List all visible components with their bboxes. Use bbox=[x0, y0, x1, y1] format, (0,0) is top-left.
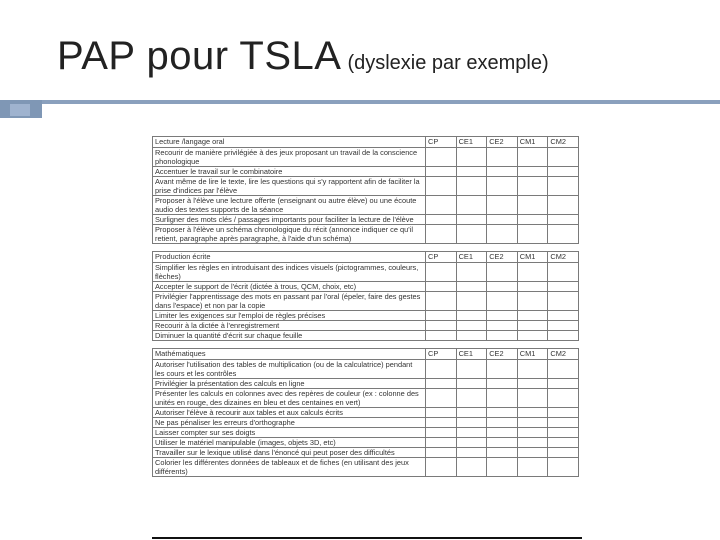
table-row bbox=[153, 448, 579, 458]
level-checkbox-cell bbox=[548, 292, 579, 311]
level-checkbox-cell bbox=[517, 321, 548, 331]
table-header-row bbox=[153, 252, 579, 263]
level-checkbox-cell bbox=[426, 360, 457, 379]
section-heading: Lecture /langage oral bbox=[153, 137, 426, 148]
level-checkbox-cell bbox=[487, 196, 518, 215]
table-row bbox=[153, 167, 579, 177]
level-checkbox-cell bbox=[426, 428, 457, 438]
level-checkbox-cell bbox=[426, 148, 457, 167]
level-checkbox-cell bbox=[548, 448, 579, 458]
level-checkbox-cell bbox=[487, 311, 518, 321]
level-checkbox-cell bbox=[426, 321, 457, 331]
pap-table-section bbox=[152, 348, 579, 477]
level-checkbox-cell bbox=[487, 177, 518, 196]
level-checkbox-cell bbox=[487, 225, 518, 244]
level-checkbox-cell bbox=[456, 215, 487, 225]
level-checkbox-cell bbox=[517, 263, 548, 282]
level-column-header: CE2 bbox=[487, 252, 518, 263]
level-checkbox-cell bbox=[548, 321, 579, 331]
level-checkbox-cell bbox=[426, 389, 457, 408]
level-checkbox-cell bbox=[487, 263, 518, 282]
table-row bbox=[153, 418, 579, 428]
title-underline-rule bbox=[42, 100, 720, 104]
table-row bbox=[153, 292, 579, 311]
table-row bbox=[153, 196, 579, 215]
level-checkbox-cell bbox=[548, 196, 579, 215]
level-checkbox-cell bbox=[548, 282, 579, 292]
adaptation-text: Laisser compter sur ses doigts bbox=[153, 428, 426, 438]
level-checkbox-cell bbox=[487, 379, 518, 389]
level-checkbox-cell bbox=[456, 448, 487, 458]
level-column-header: CM2 bbox=[548, 252, 579, 263]
adaptation-text: Autoriser l'utilisation des tables de multiplication (ou de la calculatrice) pendant les cours et les contrôles bbox=[153, 360, 426, 379]
level-checkbox-cell bbox=[548, 177, 579, 196]
adaptation-text: Proposer à l'élève une lecture offerte (enseignant ou autre élève) ou une écoute audio des textes supports de la séance bbox=[153, 196, 426, 215]
level-checkbox-cell bbox=[517, 458, 548, 477]
level-column-header: CE1 bbox=[456, 252, 487, 263]
level-checkbox-cell bbox=[517, 438, 548, 448]
adaptation-text: Autoriser l'élève à recourir aux tables et aux calculs écrits bbox=[153, 408, 426, 418]
adaptation-text: Privilégier la présentation des calculs en ligne bbox=[153, 379, 426, 389]
table-row bbox=[153, 215, 579, 225]
level-checkbox-cell bbox=[426, 215, 457, 225]
level-checkbox-cell bbox=[426, 292, 457, 311]
table-row bbox=[153, 408, 579, 418]
level-checkbox-cell bbox=[517, 331, 548, 341]
level-checkbox-cell bbox=[517, 225, 548, 244]
level-checkbox-cell bbox=[487, 292, 518, 311]
level-column-header: CP bbox=[426, 252, 457, 263]
level-checkbox-cell bbox=[517, 282, 548, 292]
level-checkbox-cell bbox=[456, 321, 487, 331]
section-heading: Mathématiques bbox=[153, 349, 426, 360]
adaptation-text: Surligner des mots clés / passages importants pour faciliter la lecture de l'élève bbox=[153, 215, 426, 225]
table-header-row bbox=[153, 137, 579, 148]
level-checkbox-cell bbox=[456, 418, 487, 428]
adaptation-text: Simplifier les règles en introduisant des indices visuels (pictogrammes, couleurs, flèches) bbox=[153, 263, 426, 282]
table-row bbox=[153, 360, 579, 379]
adaptation-text: Colorier les différentes données de tableaux et de fiches (en utilisant des jeux différents) bbox=[153, 458, 426, 477]
level-checkbox-cell bbox=[487, 448, 518, 458]
level-checkbox-cell bbox=[456, 282, 487, 292]
level-checkbox-cell bbox=[517, 389, 548, 408]
level-checkbox-cell bbox=[548, 167, 579, 177]
level-checkbox-cell bbox=[548, 408, 579, 418]
level-checkbox-cell bbox=[548, 311, 579, 321]
table-header-row bbox=[153, 349, 579, 360]
table-row bbox=[153, 389, 579, 408]
table-row bbox=[153, 428, 579, 438]
adaptation-text: Limiter les exigences sur l'emploi de règles précises bbox=[153, 311, 426, 321]
level-checkbox-cell bbox=[456, 177, 487, 196]
level-checkbox-cell bbox=[426, 408, 457, 418]
level-checkbox-cell bbox=[548, 458, 579, 477]
level-checkbox-cell bbox=[517, 448, 548, 458]
level-checkbox-cell bbox=[426, 418, 457, 428]
level-checkbox-cell bbox=[456, 360, 487, 379]
level-checkbox-cell bbox=[487, 148, 518, 167]
level-checkbox-cell bbox=[456, 148, 487, 167]
level-checkbox-cell bbox=[426, 282, 457, 292]
level-checkbox-cell bbox=[456, 292, 487, 311]
level-checkbox-cell bbox=[517, 292, 548, 311]
table-row bbox=[153, 379, 579, 389]
level-checkbox-cell bbox=[456, 167, 487, 177]
level-checkbox-cell bbox=[487, 215, 518, 225]
level-checkbox-cell bbox=[517, 428, 548, 438]
level-checkbox-cell bbox=[456, 225, 487, 244]
table-row bbox=[153, 311, 579, 321]
level-checkbox-cell bbox=[487, 389, 518, 408]
table-row bbox=[153, 438, 579, 448]
adaptation-text: Ne pas pénaliser les erreurs d'orthographe bbox=[153, 418, 426, 428]
level-checkbox-cell bbox=[517, 177, 548, 196]
level-column-header: CP bbox=[426, 349, 457, 360]
adaptation-text: Avant même de lire le texte, lire les questions qui s'y rapportent afin de faciliter la prise d'indices par l'élève bbox=[153, 177, 426, 196]
level-checkbox-cell bbox=[456, 263, 487, 282]
adaptation-text: Accepter le support de l'écrit (dictée à trous, QCM, choix, etc) bbox=[153, 282, 426, 292]
level-checkbox-cell bbox=[426, 311, 457, 321]
adaptation-text: Proposer à l'élève un schéma chronologique du récit (annonce indiquer ce qu'il retient, paragraphe après paragraphe, à l'aide d'un schéma) bbox=[153, 225, 426, 244]
level-column-header: CE1 bbox=[456, 349, 487, 360]
level-column-header: CM1 bbox=[517, 252, 548, 263]
slide-title bbox=[57, 34, 549, 79]
adaptation-text: Privilégier l'apprentissage des mots en passant par l'oral (épeler, faire des gestes dans l'espace) et non par la copie bbox=[153, 292, 426, 311]
title-accent-square bbox=[10, 104, 30, 116]
adaptation-text: Présenter les calculs en colonnes avec des repères de couleur (ex : colonne des unités en rouge, des dizaines en bleu et des centaines en vert) bbox=[153, 389, 426, 408]
level-checkbox-cell bbox=[517, 148, 548, 167]
level-checkbox-cell bbox=[548, 148, 579, 167]
level-checkbox-cell bbox=[517, 311, 548, 321]
table-row bbox=[153, 458, 579, 477]
pap-document-image bbox=[152, 136, 578, 484]
pap-table-section bbox=[152, 136, 579, 244]
level-checkbox-cell bbox=[426, 448, 457, 458]
level-checkbox-cell bbox=[456, 379, 487, 389]
level-checkbox-cell bbox=[548, 215, 579, 225]
slide-title-subtitle: (dyslexie par exemple) bbox=[347, 52, 549, 74]
level-checkbox-cell bbox=[426, 225, 457, 244]
document-bottom-rule bbox=[152, 537, 582, 539]
level-checkbox-cell bbox=[487, 428, 518, 438]
adaptation-text: Travailler sur le lexique utilisé dans l'énoncé qui peut poser des difficultés bbox=[153, 448, 426, 458]
table-row bbox=[153, 225, 579, 244]
level-checkbox-cell bbox=[426, 177, 457, 196]
adaptation-text: Diminuer la quantité d'écrit sur chaque feuille bbox=[153, 331, 426, 341]
level-checkbox-cell bbox=[426, 263, 457, 282]
level-column-header: CP bbox=[426, 137, 457, 148]
level-checkbox-cell bbox=[548, 263, 579, 282]
adaptation-text: Accentuer le travail sur le combinatoire bbox=[153, 167, 426, 177]
adaptation-text: Utiliser le matériel manipulable (images, objets 3D, etc) bbox=[153, 438, 426, 448]
level-checkbox-cell bbox=[517, 379, 548, 389]
level-checkbox-cell bbox=[456, 438, 487, 448]
level-checkbox-cell bbox=[517, 215, 548, 225]
level-checkbox-cell bbox=[426, 167, 457, 177]
level-column-header: CM1 bbox=[517, 349, 548, 360]
level-checkbox-cell bbox=[426, 331, 457, 341]
level-checkbox-cell bbox=[426, 438, 457, 448]
level-column-header: CM2 bbox=[548, 137, 579, 148]
level-checkbox-cell bbox=[548, 379, 579, 389]
level-checkbox-cell bbox=[456, 458, 487, 477]
level-column-header: CM1 bbox=[517, 137, 548, 148]
table-row bbox=[153, 282, 579, 292]
level-checkbox-cell bbox=[456, 389, 487, 408]
level-checkbox-cell bbox=[487, 360, 518, 379]
table-row bbox=[153, 263, 579, 282]
level-checkbox-cell bbox=[548, 428, 579, 438]
level-column-header: CE1 bbox=[456, 137, 487, 148]
level-checkbox-cell bbox=[517, 418, 548, 428]
level-checkbox-cell bbox=[517, 360, 548, 379]
level-checkbox-cell bbox=[426, 458, 457, 477]
level-checkbox-cell bbox=[487, 418, 518, 428]
section-heading: Production écrite bbox=[153, 252, 426, 263]
level-checkbox-cell bbox=[487, 167, 518, 177]
level-checkbox-cell bbox=[487, 321, 518, 331]
pap-table-section bbox=[152, 251, 579, 341]
table-row bbox=[153, 148, 579, 167]
level-checkbox-cell bbox=[517, 196, 548, 215]
level-column-header: CE2 bbox=[487, 349, 518, 360]
level-checkbox-cell bbox=[487, 331, 518, 341]
level-checkbox-cell bbox=[487, 282, 518, 292]
adaptation-text: Recourir à la dictée à l'enregistrement bbox=[153, 321, 426, 331]
slide-title-main: PAP pour TSLA bbox=[57, 34, 342, 78]
level-checkbox-cell bbox=[487, 438, 518, 448]
table-row bbox=[153, 321, 579, 331]
level-checkbox-cell bbox=[548, 389, 579, 408]
level-checkbox-cell bbox=[548, 360, 579, 379]
level-checkbox-cell bbox=[487, 458, 518, 477]
level-checkbox-cell bbox=[426, 196, 457, 215]
level-checkbox-cell bbox=[548, 225, 579, 244]
level-checkbox-cell bbox=[548, 418, 579, 428]
level-checkbox-cell bbox=[487, 408, 518, 418]
level-column-header: CE2 bbox=[487, 137, 518, 148]
table-row bbox=[153, 177, 579, 196]
adaptation-text: Recourir de manière privilégiée à des jeux proposant un travail de la conscience phonologique bbox=[153, 148, 426, 167]
level-checkbox-cell bbox=[548, 331, 579, 341]
level-checkbox-cell bbox=[517, 408, 548, 418]
table-row bbox=[153, 331, 579, 341]
level-checkbox-cell bbox=[456, 331, 487, 341]
level-checkbox-cell bbox=[456, 196, 487, 215]
level-checkbox-cell bbox=[456, 408, 487, 418]
level-checkbox-cell bbox=[517, 167, 548, 177]
level-checkbox-cell bbox=[548, 438, 579, 448]
level-checkbox-cell bbox=[456, 428, 487, 438]
level-checkbox-cell bbox=[426, 379, 457, 389]
level-column-header: CM2 bbox=[548, 349, 579, 360]
level-checkbox-cell bbox=[456, 311, 487, 321]
